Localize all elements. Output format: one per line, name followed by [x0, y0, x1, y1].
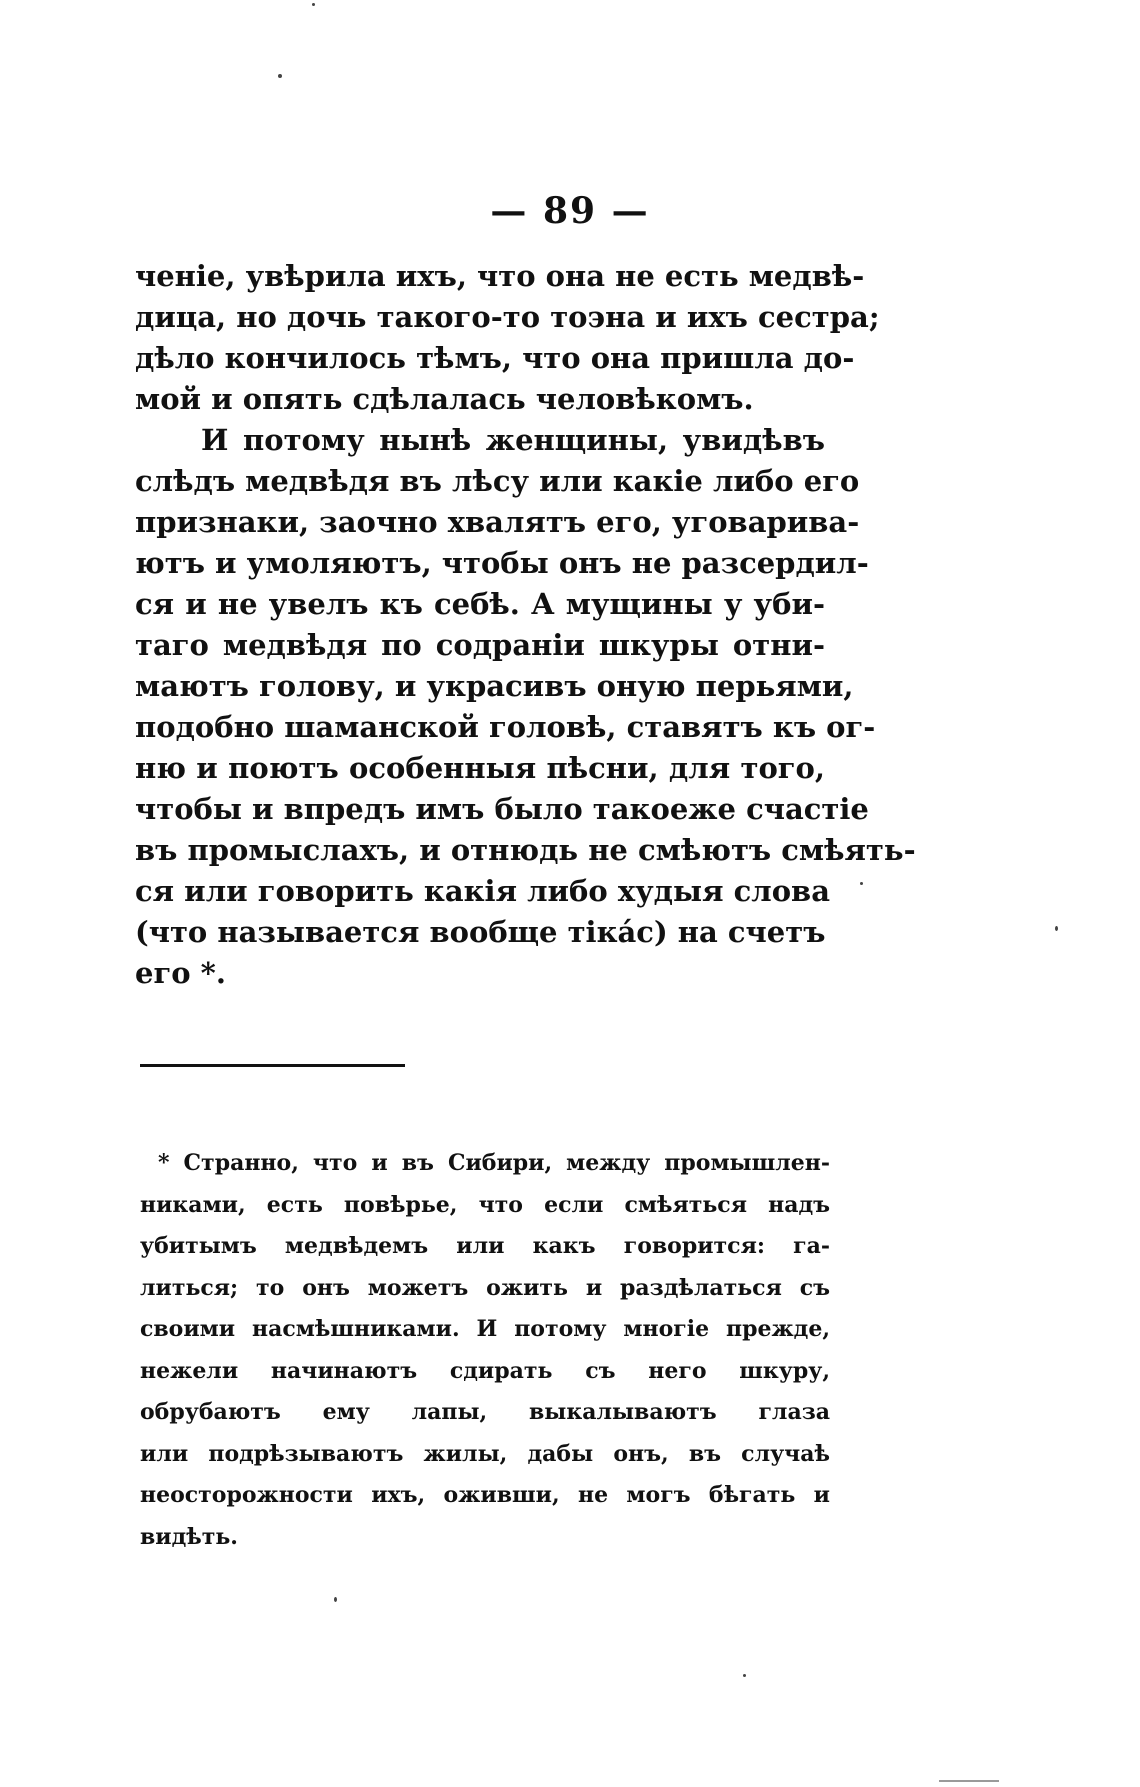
text-line: въ промыслахъ, и отнюдь не смѣютъ смѣять- — [135, 833, 916, 867]
scan-edge-mark — [939, 1780, 999, 1782]
text-line: его *. — [135, 956, 226, 990]
footnote-line: обрубаютъ ему лапы, выкалываютъ глаза — [140, 1399, 830, 1425]
text-line: дѣло кончилось тѣмъ, что она пришла до- — [135, 341, 855, 375]
footnote-line: никами, есть повѣрье, что если смѣяться надъ — [140, 1191, 830, 1218]
page-number: — 89 — — [490, 190, 650, 232]
footnote-line: убитымъ медвѣдемъ или какъ говорится: га- — [140, 1233, 830, 1259]
scan-speck — [334, 1597, 337, 1602]
text-line: дица, но дочь такого-то тоэна и ихъ сестра; — [135, 300, 880, 334]
footnote-divider — [140, 1064, 405, 1067]
text-line: ню и поютъ особенныя пѣсни, для того, — [135, 751, 825, 785]
text-line: ченіе, увѣрила ихъ, что она не есть медвѣ- — [135, 259, 865, 293]
text-line: таго медвѣдя по содраніи шкуры отни- — [135, 628, 825, 662]
text-line: маютъ голову, и украсивъ оную перьями, — [135, 669, 854, 703]
text-line: слѣдъ медвѣдя въ лѣсу или какіе либо его — [135, 464, 860, 498]
footnote-line: неосторожности ихъ, оживши, не могъ бѣгать и — [140, 1482, 830, 1508]
footnote-line: литься; то онъ можетъ ожить и раздѣлаться съ — [140, 1274, 830, 1301]
text-line: И потому нынѣ женщины, увидѣвъ — [201, 423, 825, 457]
scan-speck — [860, 882, 863, 885]
text-line: мой и опять сдѣлалась человѣкомъ. — [135, 382, 754, 416]
scan-speck — [278, 74, 282, 78]
text-line: ся или говорить какія либо худыя слова — [135, 874, 830, 908]
scan-speck — [1055, 926, 1058, 931]
text-line: чтобы и впредъ имъ было такоеже счастіе — [135, 792, 869, 826]
footnote-line: своими насмѣшниками. И потому многіе прежде, — [140, 1316, 830, 1342]
text-line: ся и не увелъ къ себѣ. А мущины у уби- — [135, 587, 825, 621]
footnote-line: или подрѣзываютъ жилы, дабы онъ, въ случаѣ — [140, 1440, 830, 1467]
footnote-line: * Странно, что и въ Сибири, между промышлен- — [158, 1150, 830, 1176]
text-line: (что называется вообще тікáс) на счетъ — [135, 915, 826, 949]
footnote-line: видѣть. — [140, 1523, 238, 1550]
footnote-line: нежели начинаютъ сдирать съ него шкуру, — [140, 1357, 830, 1384]
main-text — [135, 256, 916, 994]
scan-speck — [312, 3, 315, 6]
footnote — [140, 1143, 830, 1558]
scan-speck — [743, 1674, 746, 1677]
text-line: ютъ и умоляютъ, чтобы онъ не разсердил- — [135, 546, 869, 580]
text-line: подобно шаманской головѣ, ставятъ къ ог- — [135, 710, 876, 744]
text-line: признаки, заочно хвалятъ его, уговарива- — [135, 505, 860, 539]
